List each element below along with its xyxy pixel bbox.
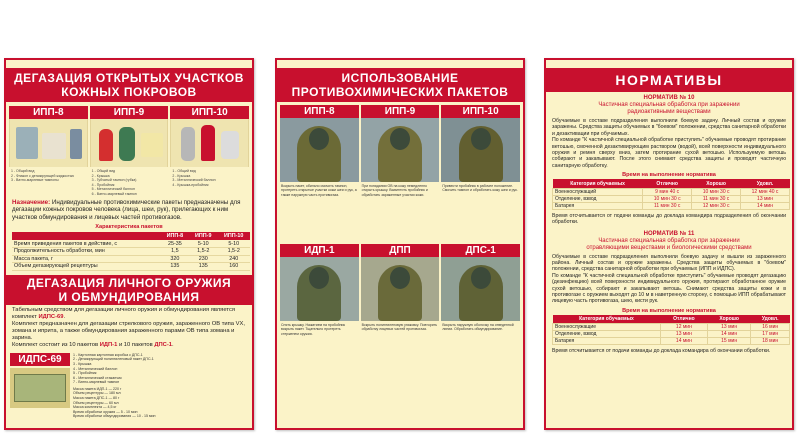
kit-ipp10-illustration bbox=[170, 119, 249, 167]
usage-ipp8: ИПП-8 Вскрыть пакет, обильно смочить тампон, протереть открытые участки кожи шеи и рук, а также наружную часть противогаза. bbox=[280, 105, 359, 232]
usage-ipp9: ИПП-9 При попадании ОВ на кожу немедленно открыть крышку. Вывинтить пробойник и обработать зараженные участки кожи. bbox=[361, 105, 440, 232]
table-caption: Характеристика пакетов bbox=[95, 224, 163, 231]
kit-ipp10-legend: 1 - Общий вид 2 - Крышка 3 - Металлический баллон 4 - Крышка-пробойник bbox=[172, 169, 216, 187]
table-row: Отделение, взвод 10 мин 30 с 11 мин 30 с 13 мин bbox=[553, 195, 790, 202]
norm10-note: Время отсчитывается от подачи команды до доклада командира подразделения об окончании обработки. bbox=[552, 212, 786, 226]
norm11-text: Обучаемые в составе подразделения выполнили боевую задачу и вышли из зараженного района. Личный состав и оружие заражены. Средства защиты обучаемых в "боевом" положении, средства санитарной обработки при обучаемых (ИПП и ИДПС). По команде "К частичной специальной обработке приступить" обучаемые проводят дегазацию (дезинфекцию) всей поверхности индивидуального оружия, протирают обработанное оружие сухой ветошью, собирают и закапывают ветошь. Снимают средства защиты кожи и в противогазе с оружием выходят до 10 м в наветренную сторону, с помощью ИПП обрабатывают лицевую часть противогаза, шею, кисти рук. bbox=[552, 253, 786, 305]
ipds-block bbox=[6, 351, 252, 421]
usage-dpp: ДПП Вскрыть полиэтиленовую упаковку. Повторить обработку лицевых частей противогаза. bbox=[361, 244, 440, 371]
table-row: Отделение, взвод 13 мин 14 мин 17 мин bbox=[553, 331, 790, 338]
poster-norms bbox=[544, 58, 794, 430]
norm11-heading: НОРМАТИВ № 11 Частичная специальная обработка при заражении отравляющими веществами и биологическими средствами bbox=[586, 230, 752, 251]
table-row: Продолжительность обработки, мин 1,5 1,5-2 1,5-2 bbox=[12, 248, 250, 256]
table-row: Батарея 11 мин 30 с 12 мин 30 с 14 мин bbox=[553, 202, 790, 209]
usage-ipp10: ИПП-10 Привести пробойник в рабочее положение. Смочить тампон и обработать кожу шеи и рук. bbox=[441, 105, 520, 232]
ipds-specs: Масса пакета ИДП-1 — 220 г Объем рецептуры — 180 мл Масса пакета ДПС-1 — 80 г Объем рецептуры — 60 мл Масса комплекта — 4,5 кг Время обработки оружия — 5 - 10 мин Время обработки обмундирования — 10 - 15 мин bbox=[73, 386, 156, 419]
norm10-table: Категория обучаемых Отлично Хорошо Удовл. Военнослужащий 9 мин 40 с 10 мин 30 с 12 мин 40 с Отделение, взвод 10 мин 30 с 11 мин 30 с 13 мин Батарея 11 мин 30 с 12 мин 30 с 14 мин bbox=[552, 179, 790, 210]
kit-ipp8: ИПП-8 1 - Общий вид 2 - Флакон с дегазирующей жидкостью 3 - Ватно-марлевые тампоны bbox=[9, 106, 88, 197]
ipds-label: ИДПС-69 bbox=[10, 353, 70, 366]
table-row: Военнослужащий 9 мин 40 с 10 мин 30 с 12 мин 40 с bbox=[553, 188, 790, 195]
kit-ipp8-legend: 1 - Общий вид 2 - Флакон с дегазирующей жидкостью 3 - Ватно-марлевые тампоны bbox=[11, 169, 75, 183]
kit-usage-row-1 bbox=[277, 102, 523, 232]
kit-characteristics-table: ИПП-8 ИПП-9 ИПП-10 Время приведения пакетов в действие, с 25-35 5-10 5-10 Продолжительность обработки, мин 1,5 1,5-2 1,5-2 Масса пакета, г 320 230 240 Объем дегазирующей рецептуры 135 135 160 bbox=[12, 232, 250, 271]
table-row: Масса пакета, г 320 230 240 bbox=[12, 255, 250, 263]
norm10-caption: Время на выполнение норматива bbox=[622, 172, 716, 179]
purpose-paragraph: Назначение: Индивидуальные противохимические пакеты предназначены для дегазации кожных покровов человека (лица, шеи, рук), прилегающих к ним участков обмундирования и лицевых частей противогазов. bbox=[12, 199, 241, 221]
usage-photo bbox=[280, 118, 359, 182]
ipds-illustration bbox=[10, 368, 70, 408]
poster-using-kits bbox=[275, 58, 525, 430]
norm11-table: Категория обучаемых Отлично Хорошо Удовл. Военнослужащие 12 мин 13 мин 16 мин Отделение, взвод 13 мин 14 мин 17 мин Батарея 14 мин 15 мин 18 мин bbox=[552, 315, 790, 346]
usage-photo bbox=[441, 257, 520, 321]
kit-ipp9-illustration bbox=[90, 119, 169, 167]
poster2-title: ИСПОЛЬЗОВАНИЕ ПРОТИВОХИМИЧЕСКИХ ПАКЕТОВ bbox=[277, 68, 523, 102]
norm11-note: Время отсчитывается от подачи команды до доклада командира об окончании обработки. bbox=[552, 348, 771, 355]
ipds-legend: 1 - Картонная картонная коробка с ДПС-1 2 - Дегазирующий полиэтиленовый пакет ДПС-1 3 - Крышка 4 - Металлический баллон 5 - Пробойник 6 - Металлический стаканчик 7 - Ватно-марлевый тампон bbox=[73, 352, 154, 385]
usage-photo bbox=[361, 257, 440, 321]
kit-usage-row-2 bbox=[277, 232, 523, 371]
usage-idp1: ИДП-1 Снять крышку. Нажатием на пробойник вскрыть пакет. Тщательно протереть стерженем оружия. bbox=[280, 244, 359, 371]
kit-ipp8-illustration bbox=[9, 119, 88, 167]
usage-photo bbox=[361, 118, 440, 182]
table-row: Батарея 14 мин 15 мин 18 мин bbox=[553, 338, 790, 345]
poster1-title: ДЕГАЗАЦИЯ ОТКРЫТЫХ УЧАСТКОВ КОЖНЫХ ПОКРОВОВ bbox=[6, 68, 252, 102]
usage-dps1: ДПС-1 Вскрыть наружную оболочку на отведенной линии. Обработать обмундирование. bbox=[441, 244, 520, 371]
usage-photo bbox=[280, 257, 359, 321]
norm10-heading: НОРМАТИВ № 10 Частичная специальная обработка при заражении радиоактивными веществами bbox=[598, 95, 740, 115]
norm10-text: Обучаемые в составе подразделения выполнили боевую задачу. Личный состав и оружие заражены. Средства защиты обучаемых в "боевом" положении, средства санитарной обработки и дезактивации при обучаемых. По команде "К частичной специальной обработке приступить" обучаемые проводят протирание ветошью, смоченной дезактивирующим раствором (водой), всей поверхности индивидуального оружия и ремня сверху вниз, затем протирание сухой ветошью. Используемую ветошь собирают и закапывают. После этого снимают средства защиты и проводят частичную санитарную обработку. bbox=[552, 118, 786, 169]
poster-skin-degassing bbox=[4, 58, 254, 430]
kit-row bbox=[6, 102, 252, 197]
section2-title: ДЕГАЗАЦИЯ ЛИЧНОГО ОРУЖИЯ И ОБМУНДИРОВАНИЯ bbox=[6, 275, 252, 305]
kit-ipp9: ИПП-9 1 - Общий вид 2 - Крышка 3 - Губчатый тампон (губка) 4 - Пробойник 5 - Металлический баллон 6 - Ватно-марлевый тампон bbox=[90, 106, 169, 197]
poster3-title: НОРМАТИВЫ bbox=[546, 68, 792, 92]
table-row: Военнослужащие 12 мин 13 мин 16 мин bbox=[553, 324, 790, 331]
kit-ipp10: ИПП-10 1 - Общий вид 2 - Крышка 3 - Металлический баллон 4 - Крышка-пробойник bbox=[170, 106, 249, 197]
table-row: Объем дегазирующей рецептуры 135 135 160 bbox=[12, 263, 250, 271]
section2-text: Табельным средством для дегазации личного оружия и обмундирования является комплект ИДПС-69. Комплект предназначен для дегазации стрелкового оружия, зараженного ОВ типа VX, зомана и иприта, а также обмундирования зараженного парами ОВ типа зомана и зарина. Комплект состоит из 10 пакетов ИДП-1 и 10 пакетов ДПС-1. bbox=[12, 306, 245, 348]
table-row: Время приведения пакетов в действие, с 25-35 5-10 5-10 bbox=[12, 240, 250, 248]
kit-ipp9-legend: 1 - Общий вид 2 - Крышка 3 - Губчатый тампон (губка) 4 - Пробойник 5 - Металлический баллон 6 - Ватно-марлевый тампон bbox=[91, 169, 137, 196]
usage-photo bbox=[441, 118, 520, 182]
norm11-caption: Время на выполнение норматива bbox=[622, 307, 716, 314]
